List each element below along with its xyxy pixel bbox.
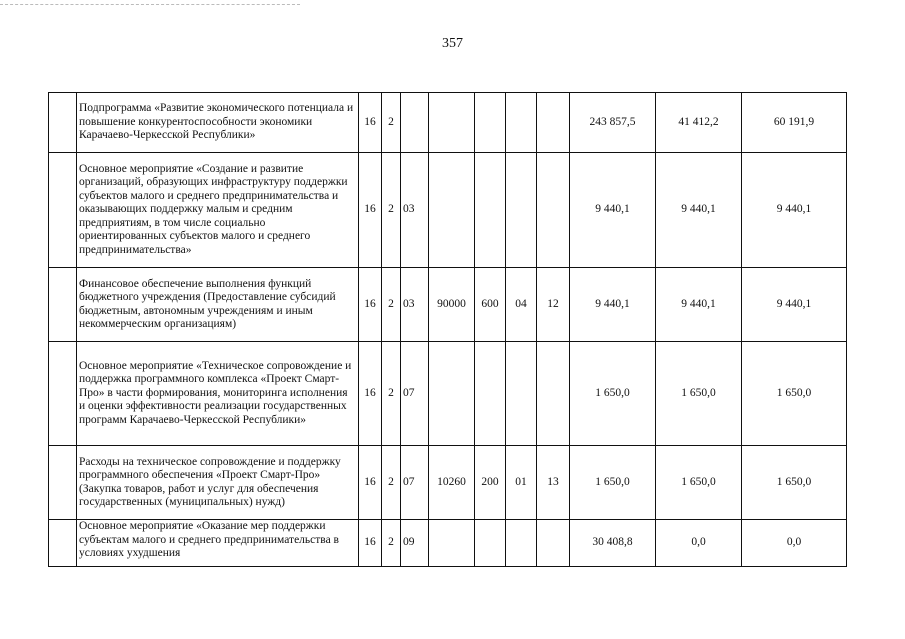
code-cell bbox=[429, 93, 475, 153]
code-cell: 16 bbox=[359, 268, 382, 342]
number-cell bbox=[49, 520, 77, 567]
code-cell: 03 bbox=[401, 153, 429, 268]
amount-cell: 41 412,2 bbox=[656, 93, 742, 153]
code-cell: 16 bbox=[359, 93, 382, 153]
table-row bbox=[49, 342, 847, 446]
code-cell bbox=[475, 153, 506, 268]
code-cell bbox=[506, 93, 537, 153]
amount-cell: 60 191,9 bbox=[742, 93, 847, 153]
code-cell: 2 bbox=[382, 342, 401, 446]
code-cell: 12 bbox=[537, 268, 570, 342]
row-name-cell: Основное мероприятие «Оказание мер поддержки субъектам малого и среднего предпринимательства в условиях ухудшения bbox=[77, 520, 359, 567]
code-cell bbox=[475, 93, 506, 153]
amount-cell: 9 440,1 bbox=[656, 268, 742, 342]
amount-cell: 1 650,0 bbox=[570, 446, 656, 520]
code-cell: 07 bbox=[401, 446, 429, 520]
code-cell bbox=[506, 520, 537, 567]
code-cell: 2 bbox=[382, 153, 401, 268]
number-cell bbox=[49, 93, 77, 153]
amount-cell: 0,0 bbox=[656, 520, 742, 567]
amount-cell: 1 650,0 bbox=[570, 342, 656, 446]
number-cell bbox=[49, 153, 77, 268]
code-cell: 90000 bbox=[429, 268, 475, 342]
code-cell: 200 bbox=[475, 446, 506, 520]
code-cell: 16 bbox=[359, 520, 382, 567]
number-cell bbox=[49, 268, 77, 342]
amount-cell: 1 650,0 bbox=[742, 446, 847, 520]
row-name-cell: Финансовое обеспечение выполнения функций бюджетного учреждения (Предоставление субсидий бюджетным, автономным учреждениям и иным некоммерческим организациям) bbox=[77, 268, 359, 342]
amount-cell: 1 650,0 bbox=[656, 342, 742, 446]
code-cell bbox=[537, 93, 570, 153]
table-row bbox=[49, 446, 847, 520]
code-cell bbox=[506, 342, 537, 446]
code-cell bbox=[537, 520, 570, 567]
amount-cell: 30 408,8 bbox=[570, 520, 656, 567]
code-cell: 16 bbox=[359, 153, 382, 268]
code-cell bbox=[401, 93, 429, 153]
code-cell bbox=[429, 342, 475, 446]
code-cell: 2 bbox=[382, 93, 401, 153]
table-row bbox=[49, 520, 847, 567]
row-name-cell: Расходы на техническое сопровождение и поддержку программного обеспечения «Проект Смарт-Про» (Закупка товаров, работ и услуг для обеспечения государственных (муниципальных) нужд) bbox=[77, 446, 359, 520]
code-cell: 01 bbox=[506, 446, 537, 520]
amount-cell: 9 440,1 bbox=[742, 268, 847, 342]
budget-table bbox=[48, 92, 847, 567]
code-cell: 04 bbox=[506, 268, 537, 342]
amount-cell: 9 440,1 bbox=[656, 153, 742, 268]
row-name-cell: Основное мероприятие «Создание и развитие организаций, образующих инфраструктуру поддержки субъектов малого и среднего предпринимательства и оказывающих поддержку малым и средним предприятиям, в том числе социально ориентированных субъектов малого и среднего предпринимательства» bbox=[77, 153, 359, 268]
amount-cell: 1 650,0 bbox=[656, 446, 742, 520]
code-cell bbox=[537, 153, 570, 268]
scan-artifact-line bbox=[0, 4, 300, 5]
code-cell: 13 bbox=[537, 446, 570, 520]
amount-cell: 9 440,1 bbox=[570, 153, 656, 268]
code-cell: 16 bbox=[359, 342, 382, 446]
code-cell: 2 bbox=[382, 446, 401, 520]
code-cell bbox=[475, 342, 506, 446]
number-cell bbox=[49, 342, 77, 446]
code-cell: 2 bbox=[382, 520, 401, 567]
code-cell bbox=[506, 153, 537, 268]
table-row bbox=[49, 268, 847, 342]
code-cell bbox=[537, 342, 570, 446]
code-cell: 07 bbox=[401, 342, 429, 446]
amount-cell: 9 440,1 bbox=[570, 268, 656, 342]
table-row bbox=[49, 93, 847, 153]
code-cell bbox=[429, 153, 475, 268]
code-cell bbox=[475, 520, 506, 567]
code-cell: 2 bbox=[382, 268, 401, 342]
page-number: 357 bbox=[442, 36, 463, 51]
amount-cell: 9 440,1 bbox=[742, 153, 847, 268]
code-cell: 03 bbox=[401, 268, 429, 342]
code-cell bbox=[429, 520, 475, 567]
row-name-cell: Основное мероприятие «Техническое сопровождение и поддержка программного комплекса «Проект Смарт-Про» в части формирования, мониторинга исполнения и оценки эффективности реализации государственных программ Карачаево-Черкесской Республики» bbox=[77, 342, 359, 446]
amount-cell: 243 857,5 bbox=[570, 93, 656, 153]
code-cell: 600 bbox=[475, 268, 506, 342]
code-cell: 09 bbox=[401, 520, 429, 567]
number-cell bbox=[49, 446, 77, 520]
code-cell: 16 bbox=[359, 446, 382, 520]
amount-cell: 1 650,0 bbox=[742, 342, 847, 446]
row-name-cell: Подпрограмма «Развитие экономического потенциала и повышение конкурентоспособности экономики Карачаево-Черкесской Республики» bbox=[77, 93, 359, 153]
code-cell: 10260 bbox=[429, 446, 475, 520]
table-row bbox=[49, 153, 847, 268]
amount-cell: 0,0 bbox=[742, 520, 847, 567]
